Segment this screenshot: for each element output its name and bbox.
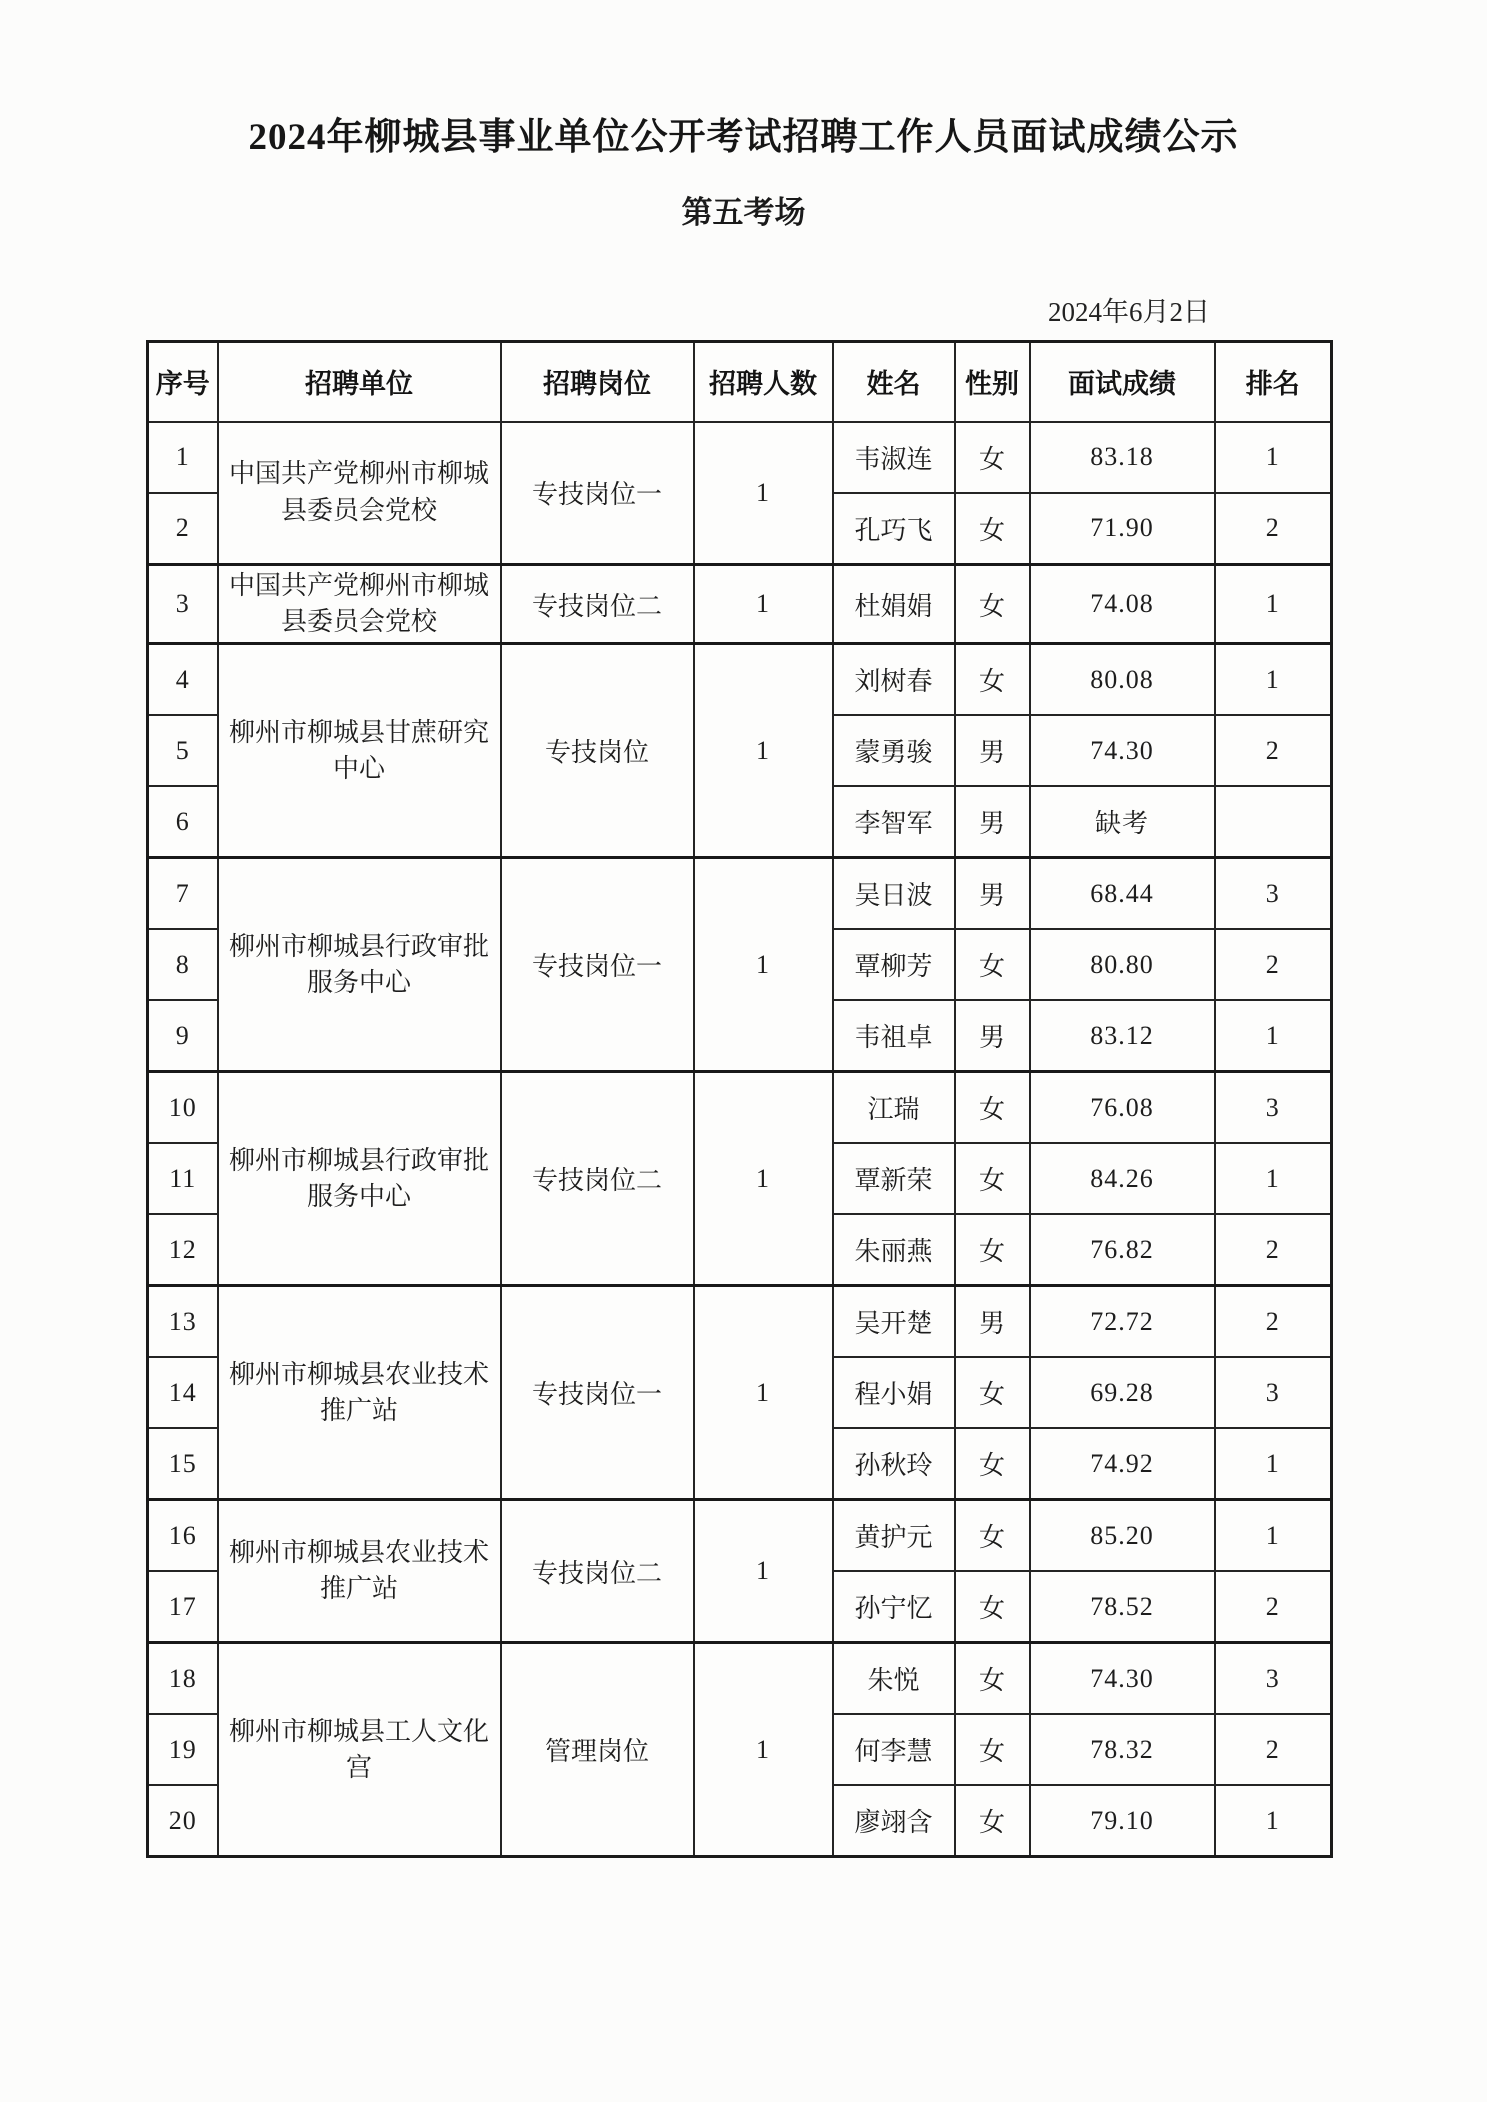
gender-cell: 女 (955, 422, 1030, 493)
rank-cell: 1 (1215, 1428, 1332, 1500)
headcount-cell: 1 (694, 422, 833, 565)
gender-cell: 男 (955, 715, 1030, 786)
score-cell: 缺考 (1030, 786, 1215, 858)
gender-cell: 女 (955, 1714, 1030, 1785)
rank-cell: 2 (1215, 1571, 1332, 1643)
name-cell: 孙秋玲 (833, 1428, 955, 1500)
score-cell: 69.28 (1030, 1357, 1215, 1428)
position-cell: 专技岗位二 (501, 1072, 694, 1286)
unit-cell: 中国共产党柳州市柳城县委员会党校 (218, 422, 501, 565)
gender-cell: 男 (955, 1000, 1030, 1072)
rank-cell: 2 (1215, 1286, 1332, 1358)
rank-cell: 3 (1215, 1643, 1332, 1715)
gender-cell: 女 (955, 644, 1030, 716)
gender-cell: 女 (955, 493, 1030, 565)
page-subtitle: 第五考场 (681, 195, 806, 230)
score-cell: 76.08 (1030, 1072, 1215, 1144)
name-cell: 廖翊含 (833, 1785, 955, 1857)
unit-cell: 柳州市柳城县甘蔗研究中心 (218, 644, 501, 858)
col-header-seq: 序号 (148, 341, 218, 422)
col-header-unit: 招聘单位 (218, 341, 501, 422)
name-cell: 朱丽燕 (833, 1214, 955, 1286)
col-header-gender: 性别 (955, 341, 1030, 422)
rank-cell: 1 (1215, 422, 1332, 493)
score-cell: 78.32 (1030, 1714, 1215, 1785)
gender-cell: 女 (955, 1357, 1030, 1428)
name-cell: 程小娟 (833, 1357, 955, 1428)
table-row (148, 644, 1332, 716)
name-cell: 刘树春 (833, 644, 955, 716)
name-cell: 覃柳芳 (833, 929, 955, 1000)
name-cell: 蒙勇骏 (833, 715, 955, 786)
seq-cell: 15 (148, 1428, 218, 1500)
col-header-headcount: 招聘人数 (694, 341, 833, 422)
gender-cell: 女 (955, 564, 1030, 644)
rank-cell: 1 (1215, 564, 1332, 644)
seq-cell: 1 (148, 422, 218, 493)
name-cell: 韦淑连 (833, 422, 955, 493)
score-cell: 79.10 (1030, 1785, 1215, 1857)
headcount-cell: 1 (694, 858, 833, 1072)
seq-cell: 14 (148, 1357, 218, 1428)
gender-cell: 女 (955, 1143, 1030, 1214)
seq-cell: 11 (148, 1143, 218, 1214)
seq-cell: 17 (148, 1571, 218, 1643)
score-cell: 83.18 (1030, 422, 1215, 493)
table-row (148, 858, 1332, 930)
seq-cell: 7 (148, 858, 218, 930)
score-cell: 74.30 (1030, 715, 1215, 786)
seq-cell: 5 (148, 715, 218, 786)
score-cell: 83.12 (1030, 1000, 1215, 1072)
rank-cell: 2 (1215, 715, 1332, 786)
seq-cell: 16 (148, 1500, 218, 1572)
seq-cell: 10 (148, 1072, 218, 1144)
rank-cell: 1 (1215, 1500, 1332, 1572)
score-cell: 74.08 (1030, 564, 1215, 644)
seq-cell: 13 (148, 1286, 218, 1358)
gender-cell: 男 (955, 858, 1030, 930)
score-cell: 74.30 (1030, 1643, 1215, 1715)
headcount-cell: 1 (694, 1286, 833, 1500)
headcount-cell: 1 (694, 1500, 833, 1643)
table-row (148, 1072, 1332, 1144)
gender-cell: 女 (955, 929, 1030, 1000)
col-header-rank: 排名 (1215, 341, 1332, 422)
rank-cell: 2 (1215, 1214, 1332, 1286)
position-cell: 专技岗位一 (501, 858, 694, 1072)
seq-cell: 18 (148, 1643, 218, 1715)
unit-cell: 中国共产党柳州市柳城县委员会党校 (218, 564, 501, 644)
table-row (148, 1286, 1332, 1358)
document-date: 2024年6月2日 (1048, 297, 1210, 327)
name-cell: 吴开楚 (833, 1286, 955, 1358)
seq-cell: 3 (148, 564, 218, 644)
name-cell: 杜娟娟 (833, 564, 955, 644)
name-cell: 覃新荣 (833, 1143, 955, 1214)
rank-cell: 1 (1215, 1143, 1332, 1214)
name-cell: 朱悦 (833, 1643, 955, 1715)
name-cell: 孔巧飞 (833, 493, 955, 565)
name-cell: 李智军 (833, 786, 955, 858)
seq-cell: 8 (148, 929, 218, 1000)
headcount-cell: 1 (694, 1643, 833, 1857)
score-cell: 74.92 (1030, 1428, 1215, 1500)
rank-cell: 3 (1215, 1072, 1332, 1144)
rank-cell: 3 (1215, 1357, 1332, 1428)
table-row (148, 422, 1332, 493)
gender-cell: 女 (955, 1643, 1030, 1715)
header-row (148, 341, 1332, 422)
col-header-name: 姓名 (833, 341, 955, 422)
name-cell: 吴日波 (833, 858, 955, 930)
rank-cell: 2 (1215, 929, 1332, 1000)
score-cell: 72.72 (1030, 1286, 1215, 1358)
rank-cell: 2 (1215, 493, 1332, 565)
name-cell: 韦祖卓 (833, 1000, 955, 1072)
name-cell: 黄护元 (833, 1500, 955, 1572)
page-title: 2024年柳城县事业单位公开考试招聘工作人员面试成绩公示 (248, 117, 1239, 158)
table-row (148, 564, 1332, 644)
gender-cell: 男 (955, 1286, 1030, 1358)
col-header-score: 面试成绩 (1030, 341, 1215, 422)
score-cell: 85.20 (1030, 1500, 1215, 1572)
score-cell: 71.90 (1030, 493, 1215, 565)
seq-cell: 19 (148, 1714, 218, 1785)
score-cell: 78.52 (1030, 1571, 1215, 1643)
rank-cell: 3 (1215, 858, 1332, 930)
position-cell: 专技岗位一 (501, 1286, 694, 1500)
position-cell: 专技岗位二 (501, 1500, 694, 1643)
gender-cell: 女 (955, 1214, 1030, 1286)
rank-cell (1215, 786, 1332, 858)
headcount-cell: 1 (694, 644, 833, 858)
score-cell: 80.08 (1030, 644, 1215, 716)
unit-cell: 柳州市柳城县工人文化宫 (218, 1643, 501, 1857)
col-header-position: 招聘岗位 (501, 341, 694, 422)
interview-results-table (146, 340, 1333, 1859)
score-cell: 80.80 (1030, 929, 1215, 1000)
rank-cell: 1 (1215, 644, 1332, 716)
position-cell: 专技岗位二 (501, 564, 694, 644)
headcount-cell: 1 (694, 1072, 833, 1286)
gender-cell: 女 (955, 1571, 1030, 1643)
seq-cell: 20 (148, 1785, 218, 1857)
unit-cell: 柳州市柳城县行政审批服务中心 (218, 1072, 501, 1286)
name-cell: 江瑞 (833, 1072, 955, 1144)
gender-cell: 女 (955, 1428, 1030, 1500)
position-cell: 管理岗位 (501, 1643, 694, 1857)
seq-cell: 9 (148, 1000, 218, 1072)
seq-cell: 6 (148, 786, 218, 858)
gender-cell: 女 (955, 1500, 1030, 1572)
position-cell: 专技岗位一 (501, 422, 694, 565)
table-row (148, 1500, 1332, 1572)
table-row (148, 1643, 1332, 1715)
unit-cell: 柳州市柳城县农业技术推广站 (218, 1286, 501, 1500)
score-cell: 76.82 (1030, 1214, 1215, 1286)
gender-cell: 女 (955, 1785, 1030, 1857)
score-cell: 84.26 (1030, 1143, 1215, 1214)
seq-cell: 4 (148, 644, 218, 716)
rank-cell: 2 (1215, 1714, 1332, 1785)
seq-cell: 2 (148, 493, 218, 565)
headcount-cell: 1 (694, 564, 833, 644)
unit-cell: 柳州市柳城县农业技术推广站 (218, 1500, 501, 1643)
unit-cell: 柳州市柳城县行政审批服务中心 (218, 858, 501, 1072)
position-cell: 专技岗位 (501, 644, 694, 858)
seq-cell: 12 (148, 1214, 218, 1286)
name-cell: 何李慧 (833, 1714, 955, 1785)
rank-cell: 1 (1215, 1785, 1332, 1857)
name-cell: 孙宁忆 (833, 1571, 955, 1643)
gender-cell: 女 (955, 1072, 1030, 1144)
gender-cell: 男 (955, 786, 1030, 858)
score-cell: 68.44 (1030, 858, 1215, 930)
rank-cell: 1 (1215, 1000, 1332, 1072)
